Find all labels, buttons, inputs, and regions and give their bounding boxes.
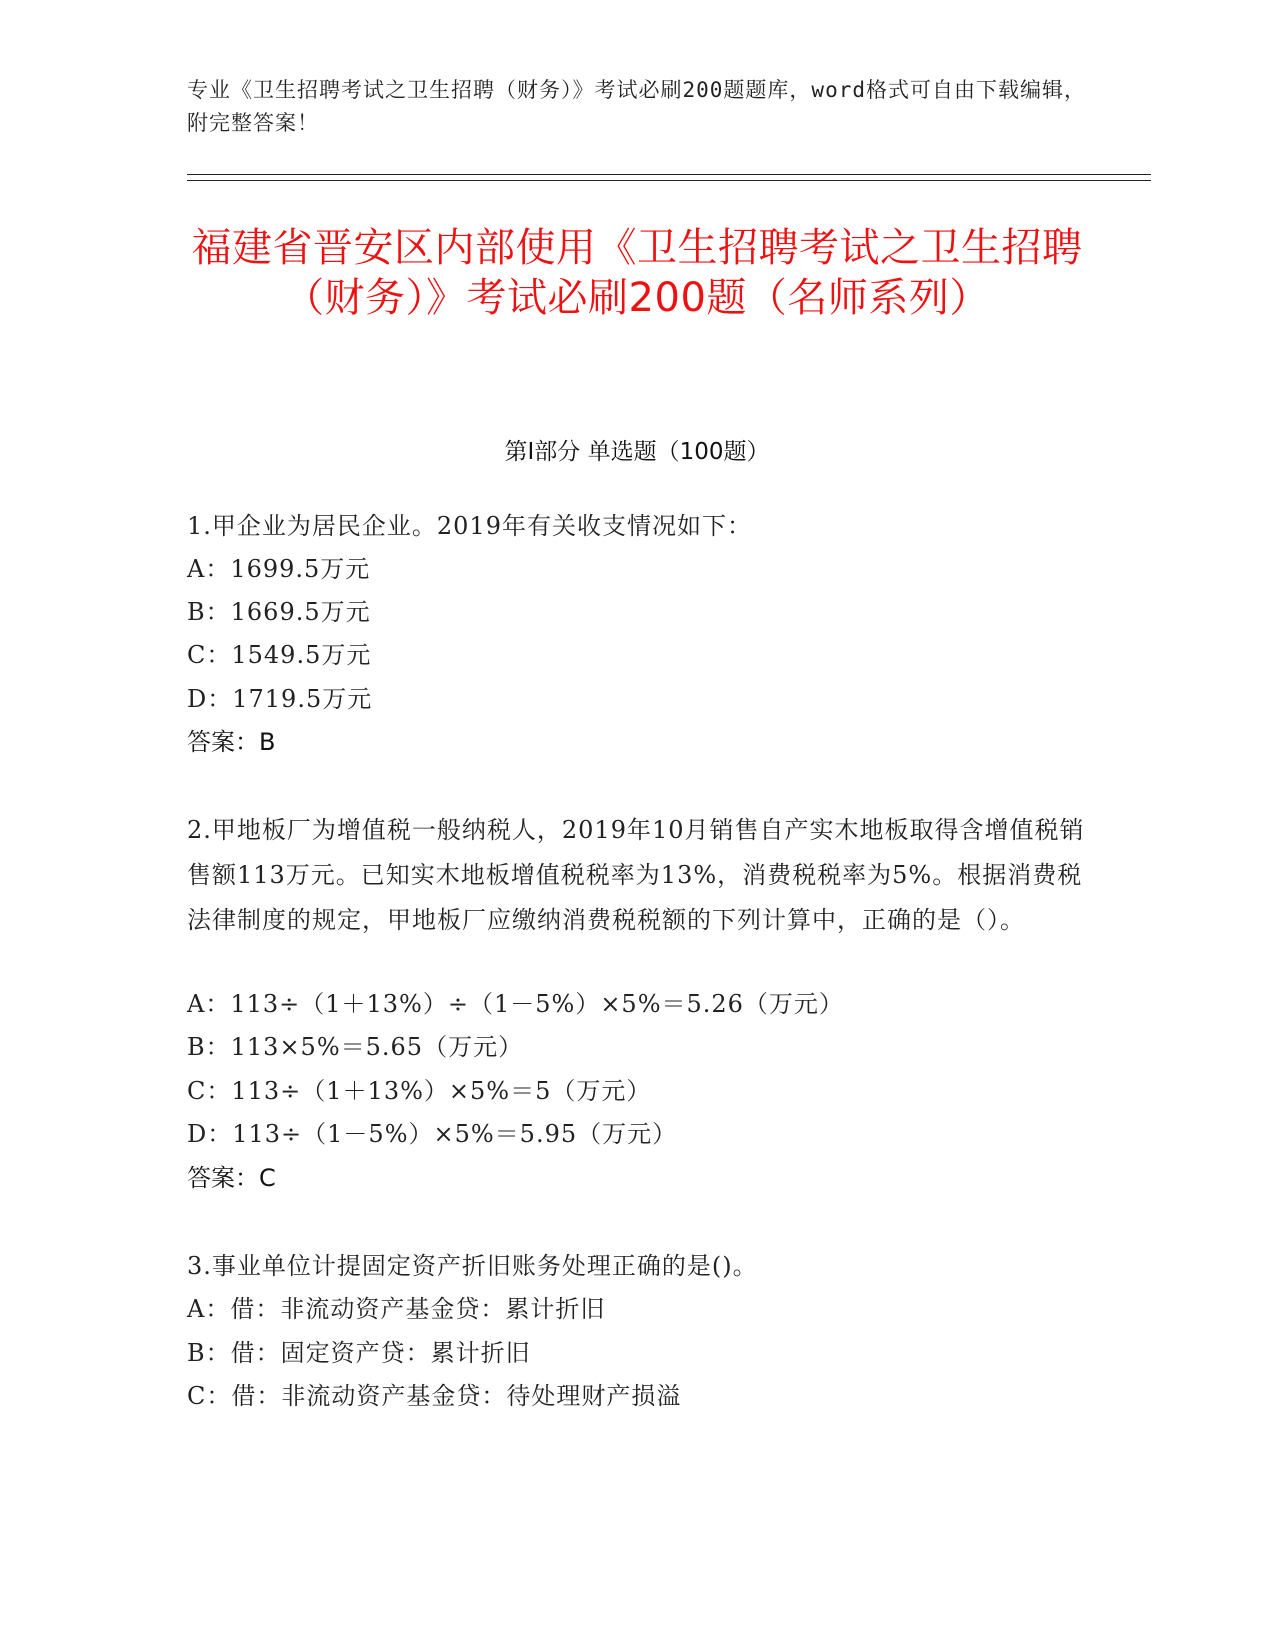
- header-note: 专业《卫生招聘考试之卫生招聘（财务）》考试必刷200题题库，word格式可自由下载编辑，附完整答案！: [187, 78, 1086, 135]
- question-1-option-b: B：1669.5万元: [187, 598, 371, 626]
- question-2-option-c: C：113÷（1＋13%）×5%＝5（万元）: [187, 1077, 652, 1105]
- document-title: 福建省晋安区内部使用《卫生招聘考试之卫生招聘（财务）》考试必刷200题（名师系列）: [191, 225, 1083, 321]
- question-1-option-a: A：1699.5万元: [187, 555, 371, 583]
- question-3-option-b: B：借：固定资产贷：累计折旧: [187, 1339, 531, 1367]
- question-1-option-c: C：1549.5万元: [187, 641, 372, 669]
- header-divider-top: [187, 174, 1151, 175]
- question-2-option-b: B：113×5%＝5.65（万元）: [187, 1033, 524, 1061]
- question-3-option-c: C：借：非流动资产基金贷：待处理财产损溢: [187, 1382, 682, 1410]
- question-3-text: 3.事业单位计提固定资产折旧账务处理正确的是()。: [187, 1252, 758, 1280]
- question-2-answer: 答案：C: [187, 1164, 276, 1192]
- question-1-answer: 答案：B: [187, 728, 276, 756]
- question-1-option-d: D：1719.5万元: [187, 685, 373, 713]
- question-3-option-a: A：借：非流动资产基金贷：累计折旧: [187, 1295, 606, 1323]
- header-divider-bottom: [187, 180, 1151, 181]
- question-1-text: 1.甲企业为居民企业。2019年有关收支情况如下：: [187, 512, 752, 540]
- section-heading: 第Ⅰ部分 单选题（100题）: [504, 439, 770, 465]
- question-2-option-d: D：113÷（1－5%）×5%＝5.95（万元）: [187, 1120, 678, 1148]
- question-2-text: 2.甲地板厂为增值税一般纳税人，2019年10月销售自产实木地板取得含增值税销售额113万元。已知实木地板增值税税率为13%，消费税税率为5%。根据消费税法律制度的规定，甲地板厂应缴纳消费税税额的下列计算中，正确的是（）。: [187, 816, 1085, 934]
- question-2-option-a: A：113÷（1＋13%）÷（1－5%）×5%＝5.26（万元）: [187, 990, 844, 1018]
